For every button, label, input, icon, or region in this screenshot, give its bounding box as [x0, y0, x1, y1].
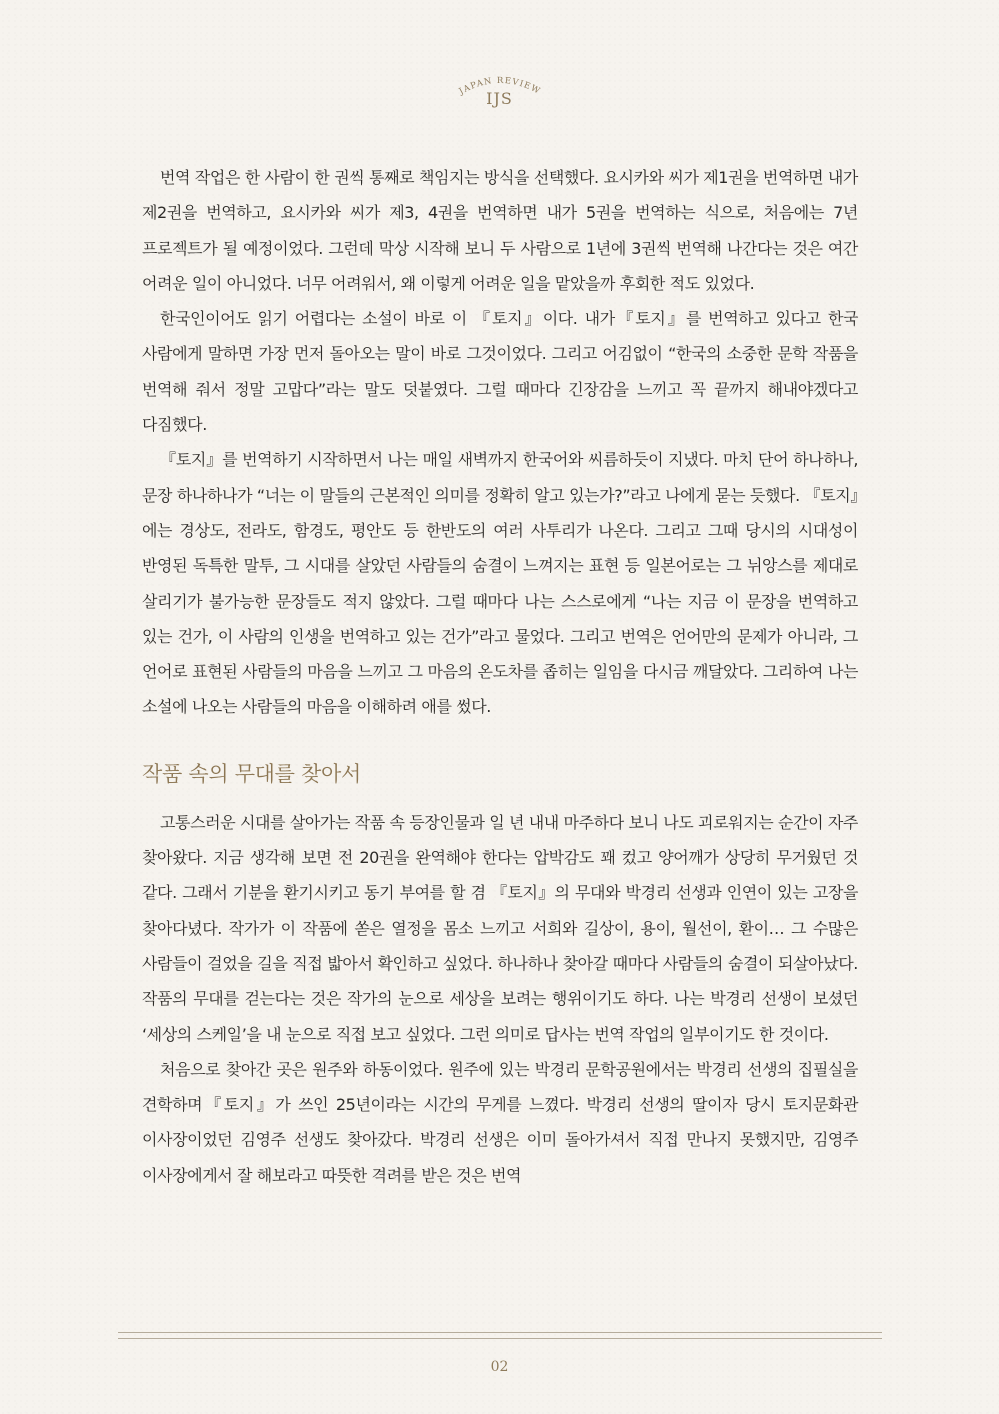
masthead	[0, 68, 999, 118]
masthead-brand: IJS	[486, 89, 513, 108]
paragraph: 한국인이어도 읽기 어렵다는 소설이 바로 이 『토지』이다. 내가『토지』를 번역하고 있다고 한국 사람에게 말하면 가장 먼저 돌아오는 말이 바로 그것이었다. 그리고 어김없이 “한국의 소중한 문학 작품을 번역해 줘서 정말 고맙다”라는 말도 덧붙였다. 그럴 때마다 긴장감을 느끼고 꼭 끝까지 해내야겠다고 다짐했다.	[142, 309, 858, 435]
section-title: 작품 속의 무대를 찾아서	[142, 761, 361, 786]
page-number: 02	[490, 1359, 509, 1375]
paragraph: 『토지』를 번역하기 시작하면서 나는 매일 새벽까지 한국어와 씨름하듯이 지냈다. 마치 단어 하나하나, 문장 하나하나가 “너는 이 말들의 근본적인 의미를 정확히 알고 있는가?”라고 나에게 묻는 듯했다. 『토지』에는 경상도, 전라도, 함경도, 평안도 등 한반도의 여러 사투리가 나온다. 그리고 그때 당시의 시대성이 반영된 독특한 말투, 그 시대를 살았던 사람들의 숨결이 느껴지는 표현 등 일본어로는 그 뉘앙스를 제대로 살리기가 불가능한 문장들도 적지 않았다. 그럴 때마다 나는 스스로에게 “나는 지금 이 문장을 번역하고 있는 건가, 이 사람의 인생을 번역하고 있는 건가”라고 물었다. 그리고 번역은 언어만의 문제가 아니라, 그 언어로 표현된 사람들의 마음을 느끼고 그 마음의 온도차를 좁히는 일임을 다시금 깨달았다. 그리하여 나는 소설에 나오는 사람들의 마음을 이해하려 애를 썼다.	[142, 450, 858, 717]
footer-divider	[118, 1332, 882, 1339]
paragraph: 처음으로 찾아간 곳은 원주와 하동이었다. 원주에 있는 박경리 문학공원에서는 박경리 선생의 집필실을 견학하며『토지』가 쓰인 25년이라는 시간의 무게를 느꼈다. 박경리 선생의 딸이자 당시 토지문화관 이사장이었던 김영주 선생도 찾아갔다. 박경리 선생은 이미 돌아가셔서 직접 만나지 못했지만, 김영주 이사장에게서 잘 해보라고 따뜻한 격려를 받은 것은 번역	[142, 1059, 858, 1185]
paragraph: 고통스러운 시대를 살아가는 작품 속 등장인물과 일 년 내내 마주하다 보니 나도 괴로워지는 순간이 자주 찾아왔다. 지금 생각해 보면 전 20권을 완역해야 한다는 압박감도 꽤 컸고 양어깨가 상당히 무거웠던 것 같다. 그래서 기분을 환기시키고 동기 부여를 할 겸 『토지』의 무대와 박경리 선생과 인연이 있는 고장을 찾아다녔다. 작가가 이 작품에 쏟은 열정을 몸소 느끼고 서희와 길상이, 용이, 월선이, 환이… 그 수많은 사람들이 걸었을 길을 직접 밟아서 확인하고 싶었다. 하나하나 찾아갈 때마다 사람들의 숨결이 되살아났다. 작품의 무대를 걷는다는 것은 작가의 눈으로 세상을 보려는 행위이기도 하다. 나는 박경리 선생이 보셨던 ‘세상의 스케일’을 내 눈으로 직접 보고 싶었다. 그런 의미로 답사는 번역 작업의 일부이기도 한 것이다.	[142, 812, 858, 1044]
article-body	[142, 160, 858, 1193]
masthead-arc-text: JAPAN REVIEW	[457, 75, 542, 97]
paragraph: 번역 작업은 한 사람이 한 권씩 통째로 책임지는 방식을 선택했다. 요시카와 씨가 제1권을 번역하면 내가 제2권을 번역하고, 요시카와 씨가 제3, 4권을 번역하면 내가 5권을 번역하는 식으로, 처음에는 7년 프로젝트가 될 예정이었다. 그런데 막상 시작해 보니 두 사람으로 1년에 3권씩 번역해 나간다는 것은 여간 어려운 일이 아니었다. 너무 어려워서, 왜 이렇게 어려운 일을 맡았을까 후회한 적도 있었다.	[142, 168, 858, 293]
